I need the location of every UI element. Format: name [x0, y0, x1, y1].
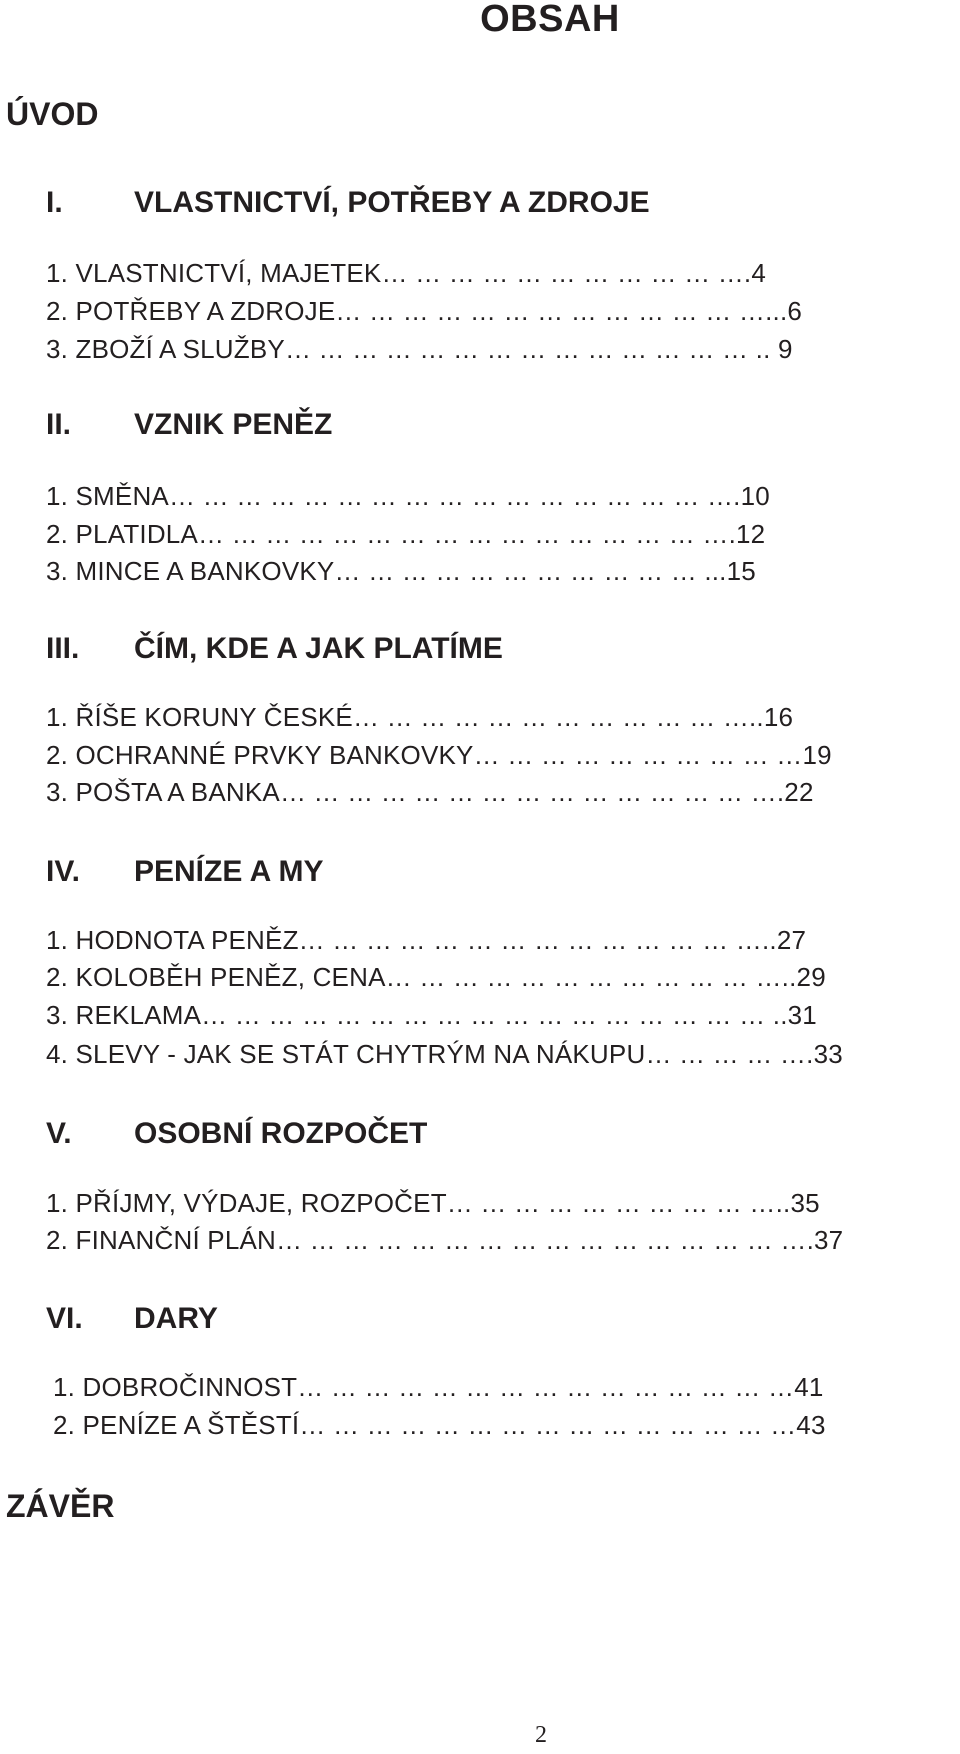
section-title: VZNIK PENĚZ — [134, 408, 333, 441]
toc-leader: … … … … … … … … … … … … … … … …. — [198, 519, 736, 549]
toc-page-number: 41 — [794, 1372, 824, 1402]
toc-entry[interactable] — [46, 702, 793, 732]
section-title: ČÍM, KDE A JAK PLATÍME — [134, 632, 503, 665]
toc-entry-label: 2. OCHRANNÉ PRVKY BANKOVKY — [46, 740, 474, 770]
toc-entry[interactable] — [46, 334, 793, 364]
conclusion-heading: ZÁVĚR — [6, 1488, 115, 1524]
toc-entry[interactable] — [46, 556, 756, 586]
toc-entry[interactable] — [46, 1039, 843, 1069]
toc-leader: … … … … … … … … … … … ... — [334, 556, 727, 586]
toc-entry-label: 1. HODNOTA PENĚZ — [46, 925, 299, 955]
toc-leader: … … … … … … … … … … … … … … … … … .. — [201, 1000, 788, 1030]
toc-entry-label: 1. DOBROČINNOST — [53, 1372, 298, 1402]
toc-page-number: 27 — [776, 925, 807, 955]
toc-leader: … … … … … … … … … … … … … … … …. — [276, 1225, 815, 1255]
toc-leader: … … … … … … … … … … … … …... — [335, 296, 788, 326]
toc-entry[interactable] — [53, 1410, 826, 1440]
toc-page-number: 19 — [802, 740, 832, 770]
toc-page-number: 9 — [777, 334, 793, 364]
toc-entry[interactable] — [53, 1372, 824, 1402]
toc-leader: … … … … … … … … … … … … … ….. — [298, 925, 777, 955]
toc-entry-label: 3. REKLAMA — [46, 1000, 202, 1030]
toc-entry-label: 1. VLASTNICTVÍ, MAJETEK — [46, 258, 382, 288]
toc-leader: … … … … … … … … … … … … … … .. — [284, 334, 771, 364]
toc-page-number: 10 — [740, 481, 770, 511]
toc-entry-label: 3. MINCE A BANKOVKY — [46, 556, 335, 586]
section-number: III. — [46, 632, 80, 665]
intro-heading: ÚVOD — [6, 96, 99, 132]
toc-leader: … … … … … … … … … … … … … … …. — [279, 777, 785, 807]
toc-entry-label: 2. KOLOBĚH PENĚZ, CENA — [46, 962, 386, 992]
toc-leader: … … … … … … … … … … … ….. — [385, 962, 797, 992]
toc-entry[interactable] — [46, 519, 765, 549]
toc-entry[interactable] — [46, 1000, 817, 1030]
toc-entry-label: 1. SMĚNA — [46, 481, 169, 511]
toc-entry[interactable] — [46, 1225, 843, 1255]
toc-page-number: 16 — [763, 702, 794, 732]
toc-entry-label: 1. ŘÍŠE KORUNY ČESKÉ — [46, 702, 353, 732]
toc-page-number: 29 — [796, 962, 826, 992]
toc-leader: … … … … … … … … … … … … … … … … …. — [168, 481, 741, 511]
section-number: I. — [46, 186, 63, 219]
section-number: II. — [46, 408, 72, 441]
toc-page-number: 37 — [814, 1225, 844, 1255]
toc-page-number: 31 — [787, 1000, 817, 1030]
toc-entry-label: 1. PŘÍJMY, VÝDAJE, ROZPOČET — [46, 1188, 447, 1218]
toc-entry[interactable] — [46, 777, 814, 807]
toc-page-number: 12 — [736, 519, 766, 549]
toc-entry-label: 2. PLATIDLA — [46, 519, 199, 549]
toc-page-number: 15 — [726, 556, 756, 586]
toc-page-number: 35 — [790, 1188, 820, 1218]
toc-page-number: 4 — [751, 258, 766, 288]
toc-entry-label: 4. SLEVY - JAK SE STÁT CHYTRÝM NA NÁKUPU — [46, 1039, 646, 1069]
toc-page-number: 22 — [784, 777, 814, 807]
toc-page-number: 43 — [796, 1410, 826, 1440]
section-title: VLASTNICTVÍ, POTŘEBY A ZDROJE — [134, 186, 650, 219]
toc-page-number: 33 — [813, 1039, 843, 1069]
toc-leader: … … … … … … … … … … — [473, 740, 803, 770]
toc-entry[interactable] — [46, 925, 806, 955]
toc-entry[interactable] — [46, 296, 802, 326]
toc-entry[interactable] — [46, 481, 770, 511]
toc-leader: … … … … … … … … … … …. — [381, 258, 752, 288]
toc-entry[interactable] — [46, 258, 766, 288]
toc-leader: … … … … … … … … … … … ….. — [352, 702, 764, 732]
toc-entry[interactable] — [46, 962, 826, 992]
toc-page-number: 6 — [787, 296, 803, 326]
toc-leader: … … … … …. — [645, 1039, 814, 1069]
toc-leader: … … … … … … … … … ….. — [446, 1188, 791, 1218]
section-number: IV. — [46, 855, 80, 888]
section-title: DARY — [134, 1302, 218, 1335]
section-number: VI. — [46, 1302, 83, 1335]
toc-entry[interactable] — [46, 1188, 820, 1218]
toc-entry-label: 3. POŠTA A BANKA — [46, 777, 280, 807]
toc-entry[interactable] — [46, 740, 832, 770]
toc-entry-label: 2. PENÍZE A ŠTĚSTÍ — [53, 1410, 300, 1440]
section-title: OSOBNÍ ROZPOČET — [134, 1117, 428, 1150]
section-number: V. — [46, 1117, 72, 1150]
toc-entry-label: 2. POTŘEBY A ZDROJE — [46, 296, 336, 326]
section-title: PENÍZE A MY — [134, 855, 324, 888]
toc-entry-label: 3. ZBOŽÍ A SLUŽBY — [46, 334, 285, 364]
page-number: 2 — [535, 1722, 547, 1748]
toc-entry-label: 2. FINANČNÍ PLÁN — [46, 1225, 277, 1255]
page-title: OBSAH — [480, 0, 620, 40]
toc-leader: … … … … … … … … … … … … … … … — [299, 1410, 797, 1440]
toc-leader: … … … … … … … … … … … … … … … — [297, 1372, 795, 1402]
